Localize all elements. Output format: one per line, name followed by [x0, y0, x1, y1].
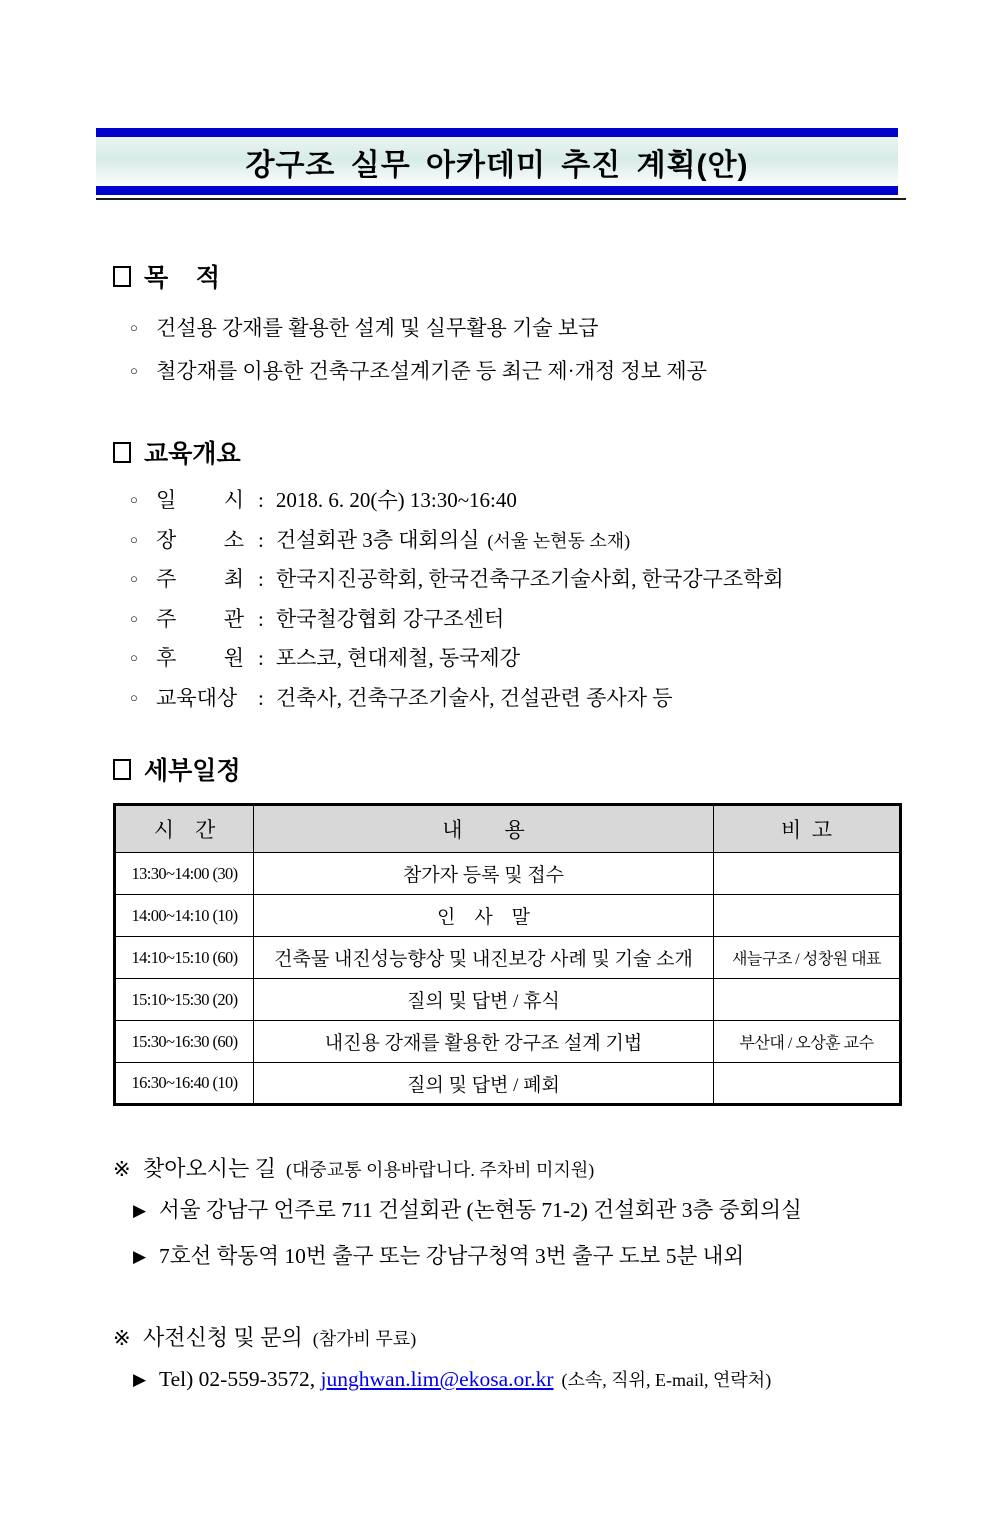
banner-top-bar — [96, 128, 898, 137]
banner-bottom-bar — [96, 186, 898, 195]
overview-row-audience — [130, 680, 900, 720]
purpose-item — [130, 351, 900, 394]
schedule-header-time: 시 간 — [115, 805, 254, 853]
arrow-right-icon: ▶ — [133, 1247, 147, 1266]
overview-row-organizer — [130, 601, 900, 641]
schedule-heading-label: 세부일정 — [144, 757, 241, 785]
schedule-heading — [113, 751, 900, 787]
registration-suffix: (소속, 직위, E-mail, 연락처) — [561, 1370, 772, 1390]
directions-heading — [113, 1152, 900, 1183]
directions-title: 찾아오시는 길 — [143, 1156, 277, 1181]
schedule-cell-note — [714, 1063, 901, 1105]
schedule-cell-time: 15:30~16:30 (60) — [115, 1021, 254, 1063]
overview-heading — [113, 434, 900, 470]
square-bullet-icon — [113, 442, 131, 463]
schedule-row — [115, 979, 901, 1021]
schedule-cell-note — [714, 895, 901, 937]
overview-value: 포스코, 현대제철, 동국제강 — [275, 646, 520, 670]
section-directions — [113, 1152, 900, 1275]
circle-bullet-icon: ○ — [130, 689, 138, 705]
circle-bullet-icon: ○ — [130, 531, 138, 547]
registration-note: (참가비 무료) — [312, 1329, 417, 1349]
square-bullet-icon — [113, 759, 131, 780]
schedule-cell-content: 질의 및 답변 / 폐회 — [254, 1063, 714, 1105]
schedule-cell-content: 건축물 내진성능향상 및 내진보강 사례 및 기술 소개 — [254, 937, 714, 979]
overview-label: 주 관 — [156, 606, 244, 631]
schedule-header-row — [115, 805, 901, 853]
purpose-item — [130, 308, 900, 351]
schedule-cell-content: 참가자 등록 및 접수 — [254, 853, 714, 895]
reference-mark-icon: ※ — [113, 1326, 131, 1350]
schedule-table — [113, 803, 902, 1106]
page-title: 강구조 실무 아카데미 추진 계획(안) — [245, 148, 749, 182]
overview-list — [113, 482, 900, 719]
circle-bullet-icon: ○ — [130, 492, 138, 507]
section-purpose — [113, 258, 900, 394]
overview-value: 건설회관 3층 대회의실 — [275, 527, 480, 552]
overview-colon: : — [258, 567, 264, 591]
schedule-cell-note: 새늘구조 / 성창원 대표 — [714, 937, 901, 979]
purpose-heading — [113, 258, 900, 294]
schedule-header-content: 내 용 — [254, 805, 714, 853]
overview-value: 한국지진공학회, 한국건축구조기술사회, 한국강구조학회 — [275, 567, 784, 591]
overview-colon: : — [258, 606, 264, 631]
reference-mark-icon: ※ — [113, 1157, 131, 1181]
arrow-right-icon: ▶ — [133, 1201, 147, 1220]
overview-colon: : — [258, 646, 264, 670]
section-registration — [113, 1321, 900, 1398]
schedule-row — [115, 937, 901, 979]
circle-bullet-icon: ○ — [130, 363, 138, 378]
purpose-list — [113, 308, 900, 394]
circle-bullet-icon: ○ — [130, 610, 138, 626]
schedule-header-note: 비 고 — [714, 805, 901, 853]
overview-colon: : — [258, 488, 264, 512]
schedule-cell-content: 인 사 말 — [254, 895, 714, 937]
arrow-right-icon: ▶ — [133, 1370, 147, 1389]
schedule-row — [115, 895, 901, 937]
overview-label: 장 소 — [156, 527, 244, 552]
overview-label: 교육대상 — [156, 685, 238, 710]
schedule-cell-note: 부산대 / 오상훈 교수 — [714, 1021, 901, 1063]
directions-item-subway — [133, 1239, 900, 1275]
schedule-row — [115, 1021, 901, 1063]
overview-value: 건축사, 건축구조기술사, 건설관련 종사자 등 — [275, 685, 673, 710]
banner-underline — [96, 198, 906, 200]
schedule-row — [115, 853, 901, 895]
directions-note: (대중교통 이용바랍니다. 주차비 미지원) — [286, 1160, 595, 1180]
schedule-cell-note — [714, 979, 901, 1021]
schedule-cell-note — [714, 853, 901, 895]
square-bullet-icon — [113, 266, 131, 287]
schedule-cell-time: 13:30~14:00 (30) — [115, 853, 254, 895]
title-banner — [96, 128, 898, 200]
circle-bullet-icon: ○ — [130, 650, 138, 665]
schedule-cell-content: 내진용 강재를 활용한 강구조 설계 기법 — [254, 1021, 714, 1063]
overview-colon: : — [258, 527, 264, 552]
email-link[interactable]: junghwan.lim@ekosa.or.kr — [320, 1367, 554, 1391]
overview-heading-label: 교육개요 — [144, 440, 241, 468]
section-schedule — [113, 751, 900, 1106]
document-page — [0, 128, 992, 1531]
overview-row-place — [130, 522, 900, 562]
directions-item-text: 7호선 학동역 10번 출구 또는 강남구청역 3번 출구 도보 5분 내외 — [159, 1244, 745, 1268]
overview-label: 후 원 — [156, 646, 244, 670]
directions-item-text: 서울 강남구 언주로 711 건설회관 (논현동 71-2) 건설회관 3층 중회의실 — [159, 1198, 802, 1222]
circle-bullet-icon: ○ — [130, 571, 138, 586]
circle-bullet-icon: ○ — [130, 320, 138, 335]
banner-body — [96, 137, 898, 186]
directions-item-address — [133, 1193, 900, 1229]
overview-label: 주 최 — [156, 567, 244, 591]
schedule-cell-time: 15:10~15:30 (20) — [115, 979, 254, 1021]
schedule-cell-content: 질의 및 답변 / 휴식 — [254, 979, 714, 1021]
schedule-row — [115, 1063, 901, 1105]
overview-value-note: (서울 논현동 소재) — [487, 530, 631, 551]
section-overview — [113, 434, 900, 719]
overview-row-host — [130, 561, 900, 601]
document-content — [113, 258, 900, 1398]
overview-row-sponsor — [130, 640, 900, 680]
purpose-item-text: 건설용 강재를 활용한 설계 및 실무활용 기술 보급 — [156, 316, 599, 340]
registration-contact-row — [133, 1362, 900, 1398]
overview-value: 2018. 6. 20(수) 13:30~16:40 — [275, 488, 517, 512]
overview-colon: : — [258, 685, 264, 710]
schedule-cell-time: 14:10~15:10 (60) — [115, 937, 254, 979]
overview-value: 한국철강협회 강구조센터 — [275, 606, 505, 631]
schedule-cell-time: 16:30~16:40 (10) — [115, 1063, 254, 1105]
overview-row-date — [130, 482, 900, 522]
purpose-item-text: 철강재를 이용한 건축구조설계기준 등 최근 제·개정 정보 제공 — [156, 359, 707, 383]
schedule-cell-time: 14:00~14:10 (10) — [115, 895, 254, 937]
overview-label: 일 시 — [156, 488, 244, 512]
purpose-heading-label: 목 적 — [144, 264, 221, 292]
registration-title: 사전신청 및 문의 — [143, 1325, 303, 1350]
tel-text: Tel) 02-559-3572, — [159, 1367, 321, 1391]
registration-heading — [113, 1321, 900, 1352]
